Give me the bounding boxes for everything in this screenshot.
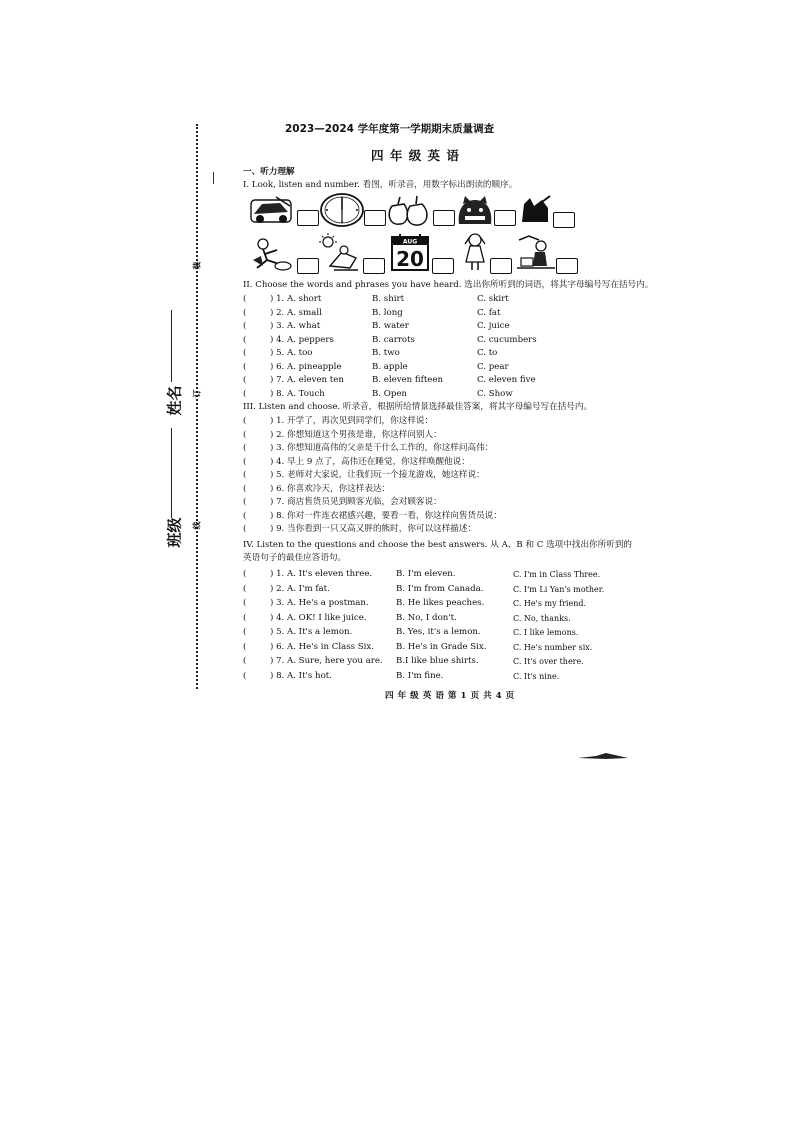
part2-option-a: ) 7. A. eleven ten <box>270 375 344 385</box>
answer-box[interactable] <box>363 258 385 274</box>
answer-paren[interactable]: ( <box>243 456 247 467</box>
part4-option-b: B. He likes peaches. <box>396 598 485 608</box>
class-blank-line <box>171 428 172 518</box>
black-cat-icon <box>518 194 552 226</box>
part3-item: ) 2. 你想知道这个男孩是谁，你这样问别人： <box>270 429 442 440</box>
answer-paren[interactable]: ( <box>243 321 247 331</box>
exam-subtitle: 四 年 级 英 语 <box>371 148 460 163</box>
answer-paren[interactable]: ( <box>243 510 247 521</box>
part3-item: ) 7. 商店售货员见到顾客光临，会对顾客说： <box>270 497 442 507</box>
part4-instruction-line1: IV. Listen to the questions and choose the best answers. 从 A、B 和 C 选项中找出你所听到的 <box>243 540 633 550</box>
part2-option-c: C. skirt <box>477 294 509 304</box>
calendar-month-text: AUG <box>402 238 418 246</box>
answer-box[interactable] <box>432 258 454 274</box>
part3-item: ) 8. 你对一件连衣裙感兴趣，要看一看，你这样向售货员说： <box>270 510 502 521</box>
part4-option-a: ) 3. A. He's a postman. <box>270 598 369 608</box>
answer-box[interactable] <box>494 210 516 226</box>
page-footer: 四 年 级 英 语 第 1 页 共 4 页 <box>385 691 515 701</box>
calendar-icon <box>390 232 432 272</box>
answer-paren[interactable]: ( <box>243 443 247 453</box>
part2-option-b: B. Open <box>372 388 407 399</box>
part2-option-b: B. two <box>372 348 400 358</box>
calendar-day-text: 20 <box>396 247 424 271</box>
part4-option-a: ) 1. A. It's eleven three. <box>270 569 373 579</box>
part4-option-b: B. Yes, it's a lemon. <box>396 627 481 637</box>
part4-option-a: ) 4. A. OK! I like juice. <box>270 612 367 623</box>
part2-instruction: II. Choose the words and phrases you have heard. 选出你所听到的词语，将其字母编号写在括号内。 <box>243 280 654 290</box>
part3-item: ) 1. 开学了，再次见到同学们，你这样说： <box>270 416 434 426</box>
part2-option-c: C. eleven five <box>477 375 536 385</box>
answer-box[interactable] <box>433 210 455 226</box>
part2-option-b: B. long <box>372 307 403 318</box>
answer-paren[interactable]: ( <box>243 307 247 318</box>
answer-paren[interactable]: ( <box>243 524 247 534</box>
answer-box[interactable] <box>490 258 512 274</box>
answer-paren[interactable]: ( <box>243 569 247 579</box>
part2-option-c: C. cucumbers <box>477 334 537 345</box>
part2-option-a: ) 6. A. pineapple <box>270 361 342 372</box>
answer-paren[interactable]: ( <box>243 598 247 608</box>
clock-icon <box>319 192 365 228</box>
answer-paren[interactable]: ( <box>243 334 247 345</box>
part4-option-b: B. He's in Grade Six. <box>396 641 487 652</box>
part4-option-a: ) 8. A. It's hot. <box>270 670 332 681</box>
part1-instruction: I. Look, listen and number. 看图，听录音，用数字标出朗读的顺序。 <box>243 180 518 190</box>
part2-option-c: C. Show <box>477 388 513 399</box>
answer-paren[interactable]: ( <box>243 375 247 385</box>
sun-deckchair-icon <box>316 232 362 272</box>
name-blank-line <box>171 310 172 382</box>
part2-option-a: ) 1. A. short <box>270 294 322 304</box>
part4-option-a: ) 2. A. I'm fat. <box>270 583 330 594</box>
part4-option-b: B. No, I don't. <box>396 612 457 623</box>
part4-option-c: C. I'm in Class Three. <box>513 570 601 579</box>
part2-option-a: ) 8. A. Touch <box>270 388 325 399</box>
seal-word-ding: 订 <box>191 389 202 398</box>
answer-paren[interactable]: ( <box>243 656 247 666</box>
girl-running-icon <box>249 236 295 272</box>
answer-paren[interactable]: ( <box>243 416 247 426</box>
boy-reading-icon <box>515 232 559 272</box>
seal-word-xian: 线 <box>191 521 202 530</box>
part2-option-a: ) 2. A. small <box>270 307 322 318</box>
part3-item: ) 6. 你喜欢冷天，你这样表达： <box>270 483 391 494</box>
part4-option-c: C. It's over there. <box>513 657 584 666</box>
answer-paren[interactable]: ( <box>243 429 247 440</box>
part2-option-c: C. pear <box>477 361 509 372</box>
answer-paren[interactable]: ( <box>243 497 247 507</box>
part2-option-a: ) 3. A. what <box>270 321 321 331</box>
part4-option-a: ) 5. A. It's a lemon. <box>270 627 353 637</box>
answer-box[interactable] <box>553 212 575 228</box>
scan-artifact <box>576 750 630 762</box>
answer-paren[interactable]: ( <box>243 294 247 304</box>
answer-paren[interactable]: ( <box>243 627 247 637</box>
part3-item: ) 5. 老师对大家说，让我们玩一个接龙游戏，她这样说： <box>270 470 485 480</box>
part2-option-b: B. water <box>372 321 409 331</box>
answer-paren[interactable]: ( <box>243 641 247 652</box>
part4-option-b: B. I'm eleven. <box>396 569 456 579</box>
part3-item: ) 4. 早上 9 点了，高伟还在睡觉，你这样唤醒他说： <box>270 456 470 467</box>
part2-option-a: ) 4. A. peppers <box>270 334 334 345</box>
part4-option-a: ) 7. A. Sure, here you are. <box>270 656 383 666</box>
part2-option-b: B. eleven fifteen <box>372 375 443 385</box>
part3-item: ) 3. 你想知道高伟的父亲是干什么工作的，你这样问高伟： <box>270 443 494 453</box>
answer-box[interactable] <box>364 210 386 226</box>
section-heading-listening: 一、听力理解 <box>243 167 295 177</box>
part4-option-b: B. I'm from Canada. <box>396 583 484 594</box>
part2-option-a: ) 5. A. too <box>270 348 313 358</box>
part4-instruction-line2: 英语句子的最佳应答语句。 <box>243 553 347 563</box>
part2-option-c: C. to <box>477 348 498 358</box>
part4-option-c: C. I'm Li Yan's mother. <box>513 584 605 594</box>
part3-instruction: III. Listen and choose. 听录音，根据所给情景选择最佳答案，将其字母编号写在括号内。 <box>243 402 593 412</box>
part4-option-c: C. It's nine. <box>513 671 560 681</box>
answer-paren[interactable]: ( <box>243 361 247 372</box>
part4-option-b: B.I like blue shirts. <box>396 656 479 666</box>
part2-option-c: C. juice <box>477 321 510 331</box>
name-label: 姓名 <box>165 385 184 416</box>
girl-icon <box>460 232 490 272</box>
answer-paren[interactable]: ( <box>243 483 247 494</box>
answer-paren[interactable]: ( <box>243 388 247 399</box>
peppers-icon <box>386 194 432 228</box>
binding-dotted-line <box>196 124 198 689</box>
part4-option-c: C. He's my friend. <box>513 599 587 608</box>
sports-car-icon <box>248 194 296 226</box>
answer-paren[interactable]: ( <box>243 470 247 480</box>
answer-box[interactable] <box>556 258 578 274</box>
part2-option-b: B. apple <box>372 361 408 372</box>
part2-option-b: B. carrots <box>372 334 415 345</box>
part4-option-c: C. He's number six. <box>513 642 593 652</box>
part4-option-b: B. I'm fine. <box>396 670 444 681</box>
answer-paren[interactable]: ( <box>243 612 247 623</box>
part4-option-c: C. I like lemons. <box>513 628 579 637</box>
answer-paren[interactable]: ( <box>243 670 247 681</box>
answer-box[interactable] <box>297 210 319 226</box>
class-label: 班级 <box>165 517 184 548</box>
answer-paren[interactable]: ( <box>243 348 247 358</box>
cat-icon <box>455 194 495 226</box>
part3-item: ) 9. 当你看到一只又高又胖的熊时，你可以这样描述： <box>270 524 477 534</box>
part2-option-b: B. shirt <box>372 294 405 304</box>
part4-option-c: C. No, thanks. <box>513 613 571 623</box>
part2-option-c: C. fat <box>477 307 501 318</box>
exam-title: 2023—2024 学年度第一学期期末质量调查 <box>285 123 495 135</box>
scan-mark <box>213 172 214 184</box>
answer-paren[interactable]: ( <box>243 583 247 594</box>
seal-word-zhuang: 装 <box>191 261 202 270</box>
part4-option-a: ) 6. A. He's in Class Six. <box>270 641 374 652</box>
